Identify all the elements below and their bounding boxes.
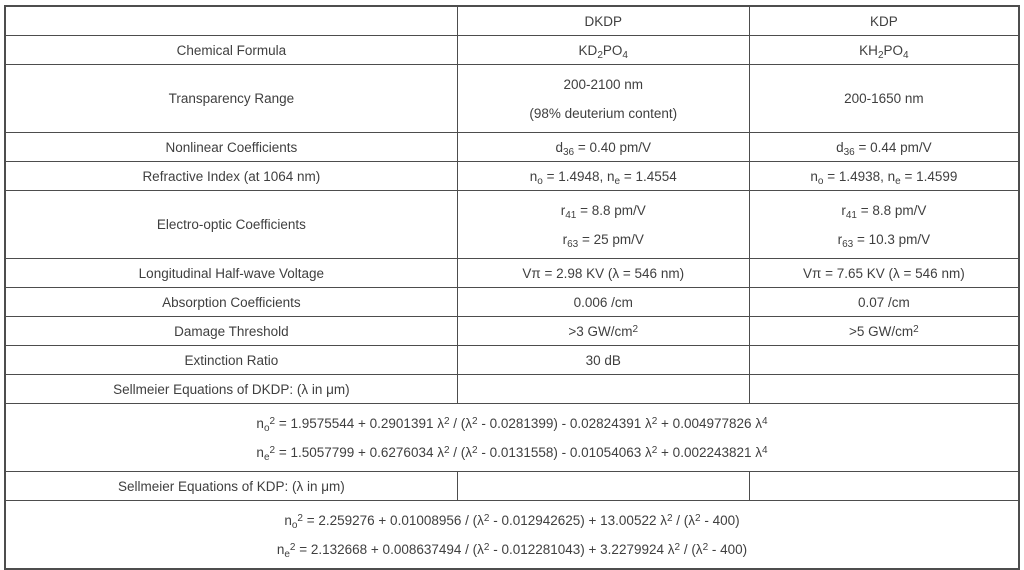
superscript: 2 — [632, 323, 639, 335]
table-row-nonlinear-coefficients — [5, 133, 1019, 162]
superscript: 2 — [269, 444, 276, 456]
superscript: 2 — [651, 444, 658, 456]
subscript: 63 — [842, 238, 854, 250]
cell-refractive-index-col0: Refractive Index (at 1064 nm) — [5, 162, 457, 191]
superscript: 2 — [483, 541, 490, 553]
cell-line: $r_{63} = 10.3$ pm/V — [837, 231, 931, 250]
table-row-transparency-range — [5, 65, 1019, 133]
superscript: 2 — [472, 415, 478, 427]
subscript: o — [263, 422, 270, 434]
cell-absorption-coefficients-col0: Absorption Coefficients — [5, 288, 457, 317]
superscript: 4 — [762, 444, 768, 456]
table-row-sellmeier-kdp-label — [5, 472, 1019, 501]
cell-absorption-coefficients-col1: 0.006 /cm — [457, 288, 749, 317]
cell-line: $n_e^2 = 1.5057799 + 0.6276034$ $\lambda^2 / (\lambda^2 - 0.0131558) - 0.01054063$ $\lambda^2 + 0.002243821$ $\lambda^4$ — [256, 444, 768, 463]
subscript: e — [284, 548, 290, 560]
cell-sellmeier-dkdp-label-col2 — [749, 375, 1019, 404]
subscript: o — [291, 519, 298, 531]
crystal-spec-table-body — [5, 6, 1019, 569]
table-row-header — [5, 6, 1019, 36]
cell-line: 200-2100 nm — [563, 76, 644, 92]
subscript: 2 — [597, 49, 603, 61]
cell-nonlinear-coefficients-col1: $d_{36} = 0.40$ pm/V — [457, 133, 749, 162]
cell-transparency-range-col1 — [457, 65, 749, 133]
cell-damage-threshold-col2: >5 $GW/cm^2$ — [749, 317, 1019, 346]
cell-sellmeier-kdp-label-col2 — [749, 472, 1019, 501]
superscript: 2 — [443, 415, 450, 427]
table-row-sellmeier-dkdp-equations — [5, 404, 1019, 472]
cell-nonlinear-coefficients-col0: Nonlinear Coefficients — [5, 133, 457, 162]
subscript: 41 — [845, 209, 857, 221]
cell-extinction-ratio-col1: 30 dB — [457, 346, 749, 375]
cell-sellmeier-kdp-label-col1 — [457, 472, 749, 501]
table-row-damage-threshold — [5, 317, 1019, 346]
cell-refractive-index-col1: $n_o = 1.4948$, $n_e = 1.4554$ — [457, 162, 749, 191]
cell-sellmeier-dkdp-label-col0: Sellmeier Equations of DKDP: (λ in μm) — [5, 375, 457, 404]
table-row-absorption-coefficients — [5, 288, 1019, 317]
table-row-sellmeier-dkdp-label — [5, 375, 1019, 404]
cell-absorption-coefficients-col2: 0.07 /cm — [749, 288, 1019, 317]
cell-refractive-index-col2: $n_o = 1.4938$, $n_e = 1.4599$ — [749, 162, 1019, 191]
subscript: 36 — [562, 146, 575, 158]
superscript: 2 — [674, 541, 681, 553]
cell-half-wave-voltage-col0: Longitudinal Half-wave Voltage — [5, 259, 457, 288]
subscript: 2 — [877, 49, 884, 61]
cell-line: $r_{41} = 8.8$ pm/V — [560, 202, 646, 221]
cell-damage-threshold-col1: >3 $GW/cm^2$ — [457, 317, 749, 346]
superscript: 2 — [483, 512, 490, 524]
superscript: 4 — [762, 415, 768, 427]
cell-line: $n_e^2 = 2.132668 + 0.008637494 / (\lambda^2 - 0.012281043) + 3.2279924$ $\lambda^2 / (\lambda^2 - 400)$ — [276, 541, 748, 560]
superscript: 2 — [695, 512, 701, 524]
cell-sellmeier-kdp-label-col0: Sellmeier Equations of KDP: (λ in μm) — [5, 472, 457, 501]
cell-transparency-range-col2: 200-1650 nm — [749, 65, 1019, 133]
subscript: o — [817, 175, 824, 187]
subscript: 41 — [565, 209, 577, 221]
cell-extinction-ratio-col0: Extinction Ratio — [5, 346, 457, 375]
superscript: 2 — [443, 444, 450, 456]
table-row-electro-optic-coefficients — [5, 191, 1019, 259]
cell-sellmeier-dkdp-label-col1 — [457, 375, 749, 404]
cell-sellmeier-dkdp-equations-col0 — [5, 404, 1019, 472]
subscript: e — [614, 175, 621, 187]
superscript: 2 — [297, 512, 303, 524]
cell-line: $n_o^2 = 2.259276 + 0.01008956 / (\lambda^2 - 0.012942625) + 13.00522$ $\lambda^2 / (\lambda^2 - 400)$ — [284, 512, 740, 531]
table-row-sellmeier-kdp-equations — [5, 501, 1019, 570]
cell-extinction-ratio-col2 — [749, 346, 1019, 375]
subscript: 36 — [843, 146, 855, 158]
table-row-chemical-formula — [5, 36, 1019, 65]
cell-nonlinear-coefficients-col2: $d_{36} = 0.44$ pm/V — [749, 133, 1019, 162]
superscript: 2 — [666, 512, 673, 524]
cell-half-wave-voltage-col1: Vπ = 2.98 KV (λ = 546 nm) — [457, 259, 749, 288]
cell-sellmeier-kdp-equations-col0 — [5, 501, 1019, 570]
subscript: 4 — [903, 49, 909, 61]
cell-electro-optic-coefficients-col1 — [457, 191, 749, 259]
superscript: 2 — [651, 415, 658, 427]
cell-line: $n_o^2 = 1.9575544 + 0.2901391$ $\lambda^2 / (\lambda^2 - 0.0281399) - 0.02824391$ $\lambda^2 + 0.004977826$ $\lambda^4$ — [256, 415, 768, 434]
subscript: 4 — [622, 49, 628, 61]
subscript: e — [895, 175, 901, 187]
superscript: 2 — [289, 541, 296, 553]
subscript: e — [263, 451, 270, 463]
superscript: 2 — [702, 541, 709, 553]
subscript: 63 — [567, 238, 579, 250]
cell-line: $r_{41} = 8.8$ pm/V — [841, 202, 927, 221]
cell-chemical-formula-col2: $KH_2PO_4$ — [749, 36, 1019, 65]
cell-chemical-formula-col0: Chemical Formula — [5, 36, 457, 65]
cell-chemical-formula-col1: $KD_2PO_4$ — [457, 36, 749, 65]
table-row-half-wave-voltage — [5, 259, 1019, 288]
superscript: 2 — [913, 323, 919, 335]
subscript: o — [537, 175, 543, 187]
cell-line: (98% deuterium content) — [529, 105, 678, 121]
cell-header-col2: KDP — [749, 6, 1019, 36]
cell-header-col1: DKDP — [457, 6, 749, 36]
cell-header-col0 — [5, 6, 457, 36]
cell-line: $r_{63} = 25$ pm/V — [562, 231, 644, 250]
cell-electro-optic-coefficients-col2 — [749, 191, 1019, 259]
cell-transparency-range-col0: Transparency Range — [5, 65, 457, 133]
cell-electro-optic-coefficients-col0: Electro-optic Coefficients — [5, 191, 457, 259]
superscript: 2 — [472, 444, 478, 456]
crystal-spec-table — [4, 5, 1020, 570]
table-row-extinction-ratio — [5, 346, 1019, 375]
cell-half-wave-voltage-col2: Vπ = 7.65 KV (λ = 546 nm) — [749, 259, 1019, 288]
table-row-refractive-index — [5, 162, 1019, 191]
cell-damage-threshold-col0: Damage Threshold — [5, 317, 457, 346]
superscript: 2 — [269, 415, 276, 427]
